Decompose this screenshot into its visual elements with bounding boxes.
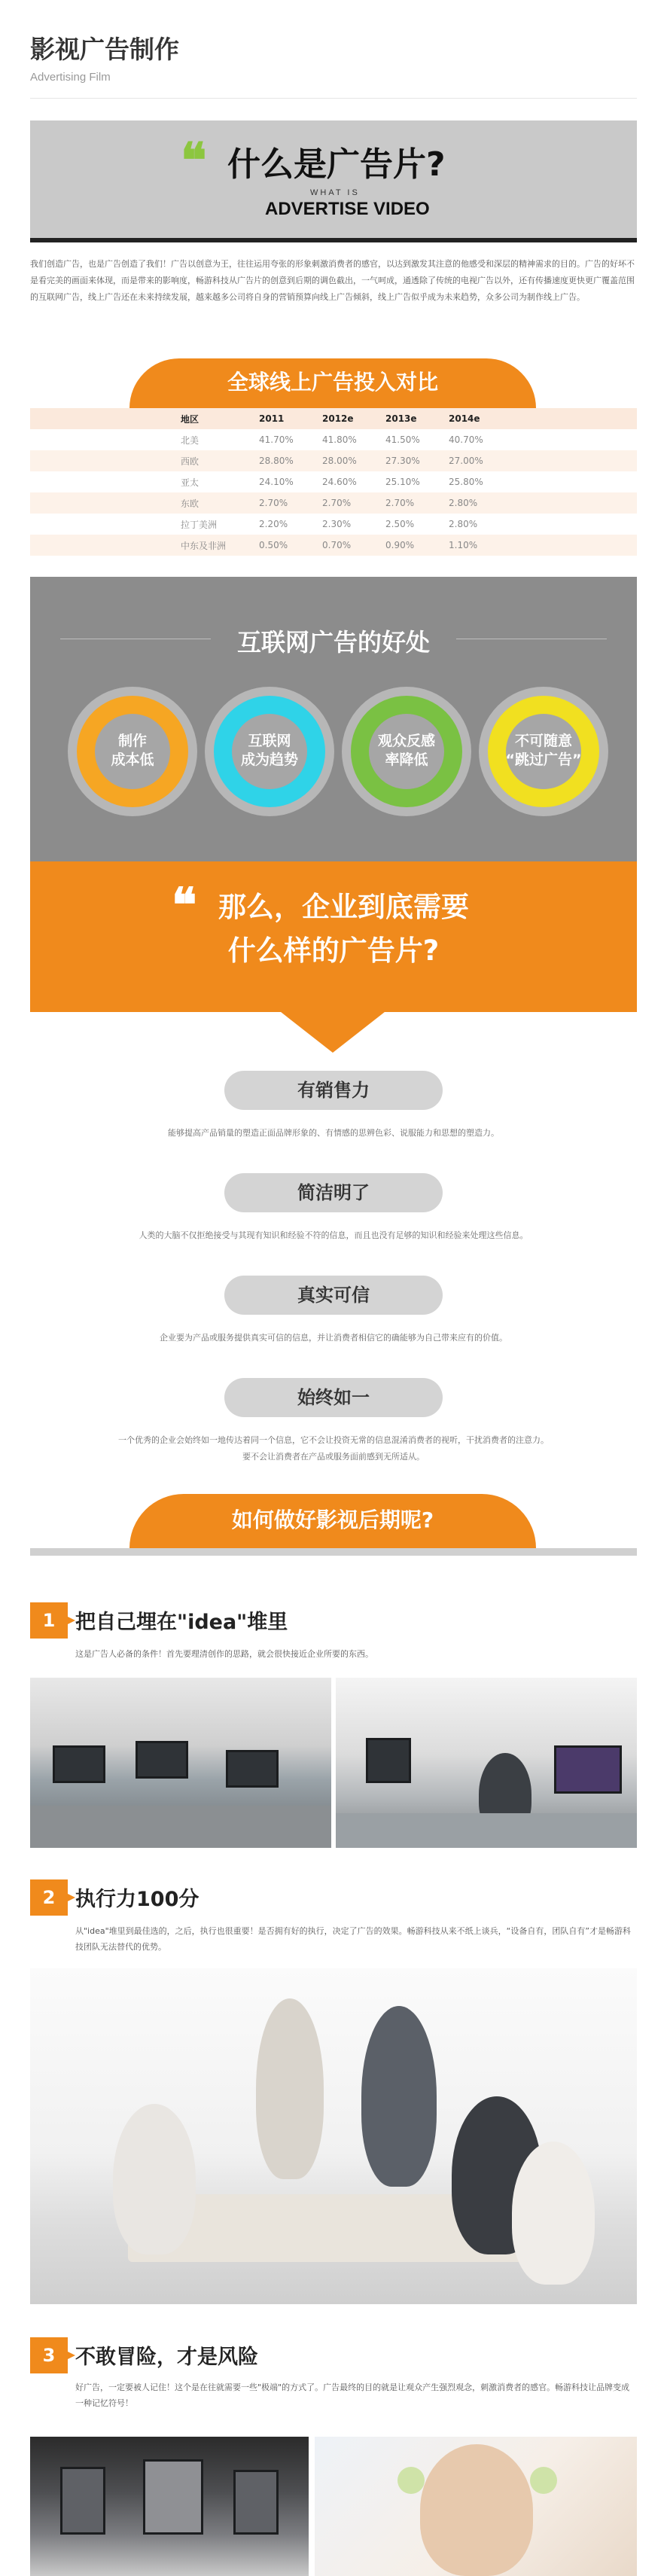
- quality-desc: 人类的大脑不仅拒绝接受与其现有知识和经验不符的信息，而且也没有足够的知识和经验来处理这些信息。: [139, 1230, 528, 1240]
- person-shape: [512, 2142, 595, 2285]
- table-cell: 中东及非洲: [181, 540, 227, 551]
- table-cell: 25.80%: [449, 477, 483, 487]
- table-row: [30, 514, 637, 535]
- down-arrow-icon: [277, 1009, 388, 1053]
- table-header-cell: 2013e: [385, 413, 417, 424]
- step-title: 不敢冒险，才是风险: [75, 2346, 258, 2369]
- step-number-badge: 2: [30, 1879, 68, 1916]
- what-is-banner: [30, 120, 637, 242]
- step-number-badge: 1: [30, 1602, 68, 1639]
- benefit-label: [488, 732, 599, 770]
- woman-photo: [315, 2437, 637, 2576]
- benefit-label-line: 制作: [117, 733, 147, 749]
- quality-pill: 有销售力: [224, 1071, 443, 1110]
- table-cell: 2.80%: [449, 519, 478, 529]
- person-shape: [361, 2006, 437, 2187]
- table-cell: 27.00%: [449, 456, 483, 466]
- benefit-label: [77, 732, 188, 770]
- quality-desc: 一个优秀的企业会始终如一地传达着同一个信息，它不会让投资无常的信息混淆消费者的视听，干扰消费者的注意力。: [118, 1435, 549, 1445]
- table-cell: 41.80%: [322, 434, 357, 445]
- desk-shape: [336, 1813, 637, 1848]
- benefit-circle: [479, 687, 608, 816]
- table-cell: 2.70%: [322, 498, 352, 508]
- spending-title: 全球线上广告投入对比: [227, 370, 438, 395]
- table-cell: 西欧: [181, 456, 199, 467]
- benefit-circle: [205, 687, 334, 816]
- table-cell: 2.80%: [449, 498, 478, 508]
- monitor-shape: [554, 1745, 622, 1794]
- banner-what-is: WHAT IS: [310, 188, 360, 197]
- table-header-cell: 地区: [181, 413, 199, 425]
- office-photo: [336, 1678, 637, 1848]
- benefit-label-line: 不可随意: [514, 733, 572, 749]
- benefit-label-line: “跳过广告”: [505, 751, 582, 768]
- table-header-cell: 2011: [259, 413, 285, 424]
- table-row: [30, 535, 637, 556]
- quote-mark-icon: ❝: [181, 134, 207, 187]
- question-line2: 什么样的广告片?: [227, 934, 440, 967]
- quality-desc: 要不会让消费者在产品或服务面前感到无所适从。: [242, 1452, 425, 1462]
- table-cell: 25.10%: [385, 477, 420, 487]
- benefit-ring: [214, 696, 325, 807]
- how-divider: [30, 1548, 637, 1556]
- table-cell: 2.70%: [259, 498, 288, 508]
- benefit-circle: [68, 687, 197, 816]
- step-desc: 这是广告人必备的条件！首先要理清创作的思路，就会很快接近企业所要的东西。: [75, 1649, 373, 1659]
- benefit-label: [351, 732, 462, 770]
- table-cell: 亚太: [181, 477, 199, 488]
- quality-desc: 能够提高产品销量的塑造正面品牌形象的、有情感的思辨色彩、说服能力和思想的塑造力。: [168, 1128, 499, 1138]
- monitor-shape: [366, 1738, 411, 1783]
- banner-title: 什么是广告片?: [227, 145, 446, 184]
- table-row: [30, 492, 637, 514]
- table-header-cell: 2014e: [449, 413, 480, 424]
- intro-paragraph: 我们创造广告，也是广告创造了我们！广告以创意为王，往往运用夸张的形象刺激消费者的感官，以达到激发其注意的他感受和深层的精神需求的目的。广告的好坏不是看完美的画面来体现，而是带来的影响度，畅游科技从广告片的创意到后期的调色截出，一气呵成，通透除了传统的电视广告以外，还有传播速度更快更广覆盖范围的互联网广告，线上广告还在未来持续发展，越来越多公司将自身的营销预算向线上广告倾斜，线上广告似乎成为未来趋势，众多公司为制作线上广告。: [30, 259, 635, 302]
- table-cell: 27.30%: [385, 456, 420, 466]
- benefit-label-line: 成为趋势: [240, 751, 298, 768]
- face-shape: [420, 2444, 533, 2576]
- page-title: 影视广告制作: [30, 35, 179, 64]
- step-desc: 从"idea"堆里到最佳选的，之后，执行也很重要！是否拥有好的执行，决定了广告的效果。畅游科技从来不纸上谈兵，“设备自有，团队自有”才是畅游科技团队无法替代的优势。: [75, 1926, 632, 1952]
- monitor-shape: [226, 1750, 279, 1788]
- table-cell: 2.30%: [322, 519, 352, 529]
- table-cell: 0.50%: [259, 540, 288, 550]
- panel-shape: [143, 2459, 203, 2535]
- page-subtitle: Advertising Film: [30, 71, 111, 84]
- quality-pill: 真实可信: [224, 1276, 443, 1315]
- cucumber-shape: [530, 2467, 557, 2494]
- monitor-shape: [53, 1745, 105, 1783]
- spending-table: [30, 408, 637, 556]
- monitor-shape: [136, 1741, 188, 1779]
- benefit-ring: [351, 696, 462, 807]
- question-line1: 那么，企业到底需要: [218, 891, 469, 923]
- banner-english-title: ADVERTISE VIDEO: [265, 199, 430, 219]
- table-header-cell: 2012e: [322, 413, 354, 424]
- desk-shape: [30, 1806, 331, 1848]
- table-cell: 28.00%: [322, 456, 357, 466]
- cucumber-shape: [397, 2467, 425, 2494]
- benefits-title: 互联网广告的好处: [236, 628, 430, 657]
- header-divider: [30, 98, 637, 99]
- table-cell: 0.90%: [385, 540, 415, 550]
- how-header: [129, 1494, 536, 1548]
- table-cell: 2.20%: [259, 519, 288, 529]
- step-title: 把自己埋在"idea"堆里: [75, 1611, 288, 1634]
- benefit-label-line: 互联网: [248, 733, 291, 749]
- benefits-section: [30, 577, 637, 861]
- table-cell: 0.70%: [322, 540, 352, 550]
- benefit-circle: [342, 687, 471, 816]
- office-photo: [30, 1678, 331, 1848]
- table-cell: 东欧: [181, 498, 199, 509]
- quality-pill: 简洁明了: [224, 1173, 443, 1212]
- quality-pill: 始终如一: [224, 1378, 443, 1417]
- quality-desc: 企业要为产品或服务提供真实可信的信息，并让消费者相信它的确能够为自己带来应有的价值。: [160, 1333, 507, 1343]
- step-title: 执行力100分: [75, 1888, 199, 1911]
- table-cell: 40.70%: [449, 434, 483, 445]
- table-row: [30, 450, 637, 471]
- table-row: [30, 471, 637, 492]
- meeting-photo: [30, 1968, 637, 2304]
- table-header-row: [30, 408, 637, 429]
- panel-shape: [233, 2470, 279, 2535]
- table-cell: 1.10%: [449, 540, 478, 550]
- table-row: [30, 429, 637, 450]
- step-number-badge: 3: [30, 2337, 68, 2373]
- benefit-label-line: 观众反感: [377, 733, 435, 749]
- how-title: 如何做好影视后期呢?: [231, 1507, 434, 1532]
- benefit-label-line: 率降低: [385, 751, 428, 768]
- benefit-label-line: 成本低: [111, 751, 154, 768]
- table-cell: 41.70%: [259, 434, 294, 445]
- benefit-label: [214, 732, 325, 770]
- table-cell: 2.70%: [385, 498, 415, 508]
- person-shape: [113, 2104, 196, 2254]
- question-banner: [30, 861, 637, 1012]
- person-shape: [256, 1998, 324, 2179]
- table-cell: 2.50%: [385, 519, 415, 529]
- quote-mark-icon: ❝: [172, 880, 197, 931]
- step-desc: 好广告，一定要被人记住！这个是在往就需要一些"极端"的方式了。广告最终的目的就是让观众产生强烈观念，刺激消费者的感官。畅游科技让品牌变成一种记忆符号！: [75, 2382, 630, 2408]
- table-cell: 28.80%: [259, 456, 294, 466]
- benefit-ring: [488, 696, 599, 807]
- benefit-ring: [77, 696, 188, 807]
- panel-shape: [60, 2467, 105, 2535]
- table-cell: 北美: [181, 434, 199, 446]
- table-cell: 41.50%: [385, 434, 420, 445]
- table-cell: 24.60%: [322, 477, 357, 487]
- spending-header: [129, 358, 536, 408]
- table-cell: 24.10%: [259, 477, 294, 487]
- table-cell: 拉丁美洲: [181, 519, 218, 530]
- studio-photo: [30, 2437, 309, 2576]
